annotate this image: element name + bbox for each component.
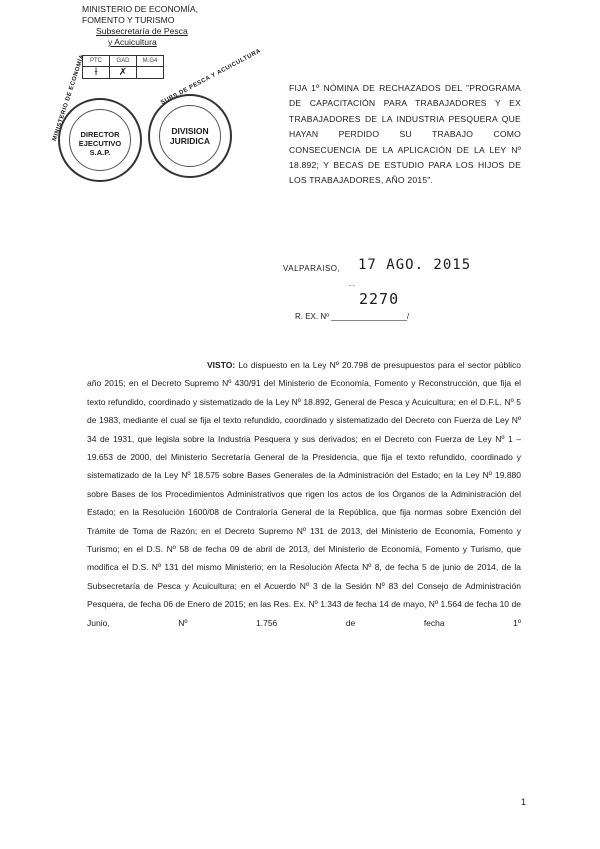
subsecretaria-name-cont: y Acuicultura — [108, 37, 157, 47]
resolution-title: FIJA 1º NÓMINA DE RECHAZADOS DEL "PROGRAMA DE CAPACITACIÓN PARA TRABAJADORES Y EX TRABAJADORES DE LA INDUSTRIA PESQUERA QUE HAYAN PERDIDO SU TRABAJO COMO CONSECUENCIA DE LA APLICACIÓN DE LA LEY Nº 18.892; Y BECAS DE ESTUDIO PARA LOS HIJOS DE LOS TRABAJADORES, AÑO 2015". — [289, 83, 521, 186]
date-stamp: 17 AGO. 2015 — [358, 257, 472, 273]
routing-header-gad: GAD — [110, 56, 137, 67]
routing-stamp-box — [82, 55, 164, 79]
place-label: VALPARAISO, — [283, 264, 341, 273]
juridica-seal-center: DIVISION JURIDICA — [169, 126, 211, 146]
juridica-seal-ring: SUBS DE PESCA Y ACUICULTURA — [160, 48, 263, 107]
visto-label: VISTO: — [207, 360, 236, 370]
routing-mark-mg4 — [137, 67, 164, 79]
routing-mark-ptc: ɫ — [83, 67, 110, 79]
ministry-header — [82, 4, 198, 48]
resolution-dash: - - — [349, 283, 355, 289]
routing-header-mg4: M.G4 — [137, 56, 164, 67]
ministry-name-cont: FOMENTO Y TURISMO — [82, 15, 175, 25]
director-seal-center: DIRECTOR EJECUTIVO S.A.P. — [78, 130, 122, 157]
director-seal-ring: MINISTERIO DE ECONOMÍA — [52, 53, 86, 142]
routing-header-ptc: PTC — [83, 56, 110, 67]
resolution-number: 2270 — [359, 290, 400, 308]
routing-mark-gad: ✗ — [110, 67, 137, 79]
ministry-name: MINISTERIO DE ECONOMÍA, — [82, 4, 199, 14]
juridica-seal-text — [148, 126, 232, 146]
resolution-label: R. EX. Nº _________________/ — [295, 312, 410, 321]
subsecretaria-name: Subsecretaría de Pesca — [96, 26, 188, 36]
visto-paragraph — [87, 356, 521, 632]
visto-text: Lo dispuesto en la Ley Nº 20.798 de presupuestos para el sector público año 2015; en el Decreto Supremo Nº 430/91 del Ministerio de Economía, Fomento y Reconstrucción, que fija el texto refundido, coordinado y sistematizado de la Ley Nº 18.892, General de Pesca y Acuicultura; en el D.F.L. Nº 5 de 1983, mediante el cual se fija el texto refundido, coordinado y sistematizado del Decreto con Fuerza de Ley Nº 34 de 1931, que legisla sobre la Industria Pesquera y sus derivados; en el Decreto con Fuerza de Ley Nº 1 – 19.653 de 2000, del Ministerio Secretaría General de la Presidencia, que fija el texto refundido, coordinado y sistematizado de la Ley Nº 18.575 sobre Bases Generales de la Administración del Estado; en la Ley Nº 19.880 sobre Bases de los Procedimientos Administrativos que rigen los actos de los Órganos de la Administración del Estado; en la Resolución 1600/08 de Contraloría General de la República, que fija normas sobre Exención del Trámite de Toma de Razón; en el Decreto Supremo Nº 131 de 2013, del Ministerio de Economía, Fomento y Turismo; en el D.S. Nº 58 de fecha 09 de abril de 2013, del Ministerio de Economía, Fomento y Turismo, que modifica el D.S. Nº 131 del mismo Ministerio; en la Resolución Afecta Nº 8, de fecha 5 de junio de 2014, de la Subsecretaría de Pesca y Acuicultura; en el Acuerdo Nº 3 de la Sesión Nº 83 del Consejo de Administración Pesquera, de fecha 06 de Enero de 2015; en las Res. Ex. Nº 1.343 de fecha 14 de mayo, Nº 1.564 de fecha 10 de Junio, Nº 1.756 de fecha 1º — [87, 360, 521, 628]
page-number: 1 — [521, 797, 527, 807]
director-seal-text — [58, 130, 142, 157]
